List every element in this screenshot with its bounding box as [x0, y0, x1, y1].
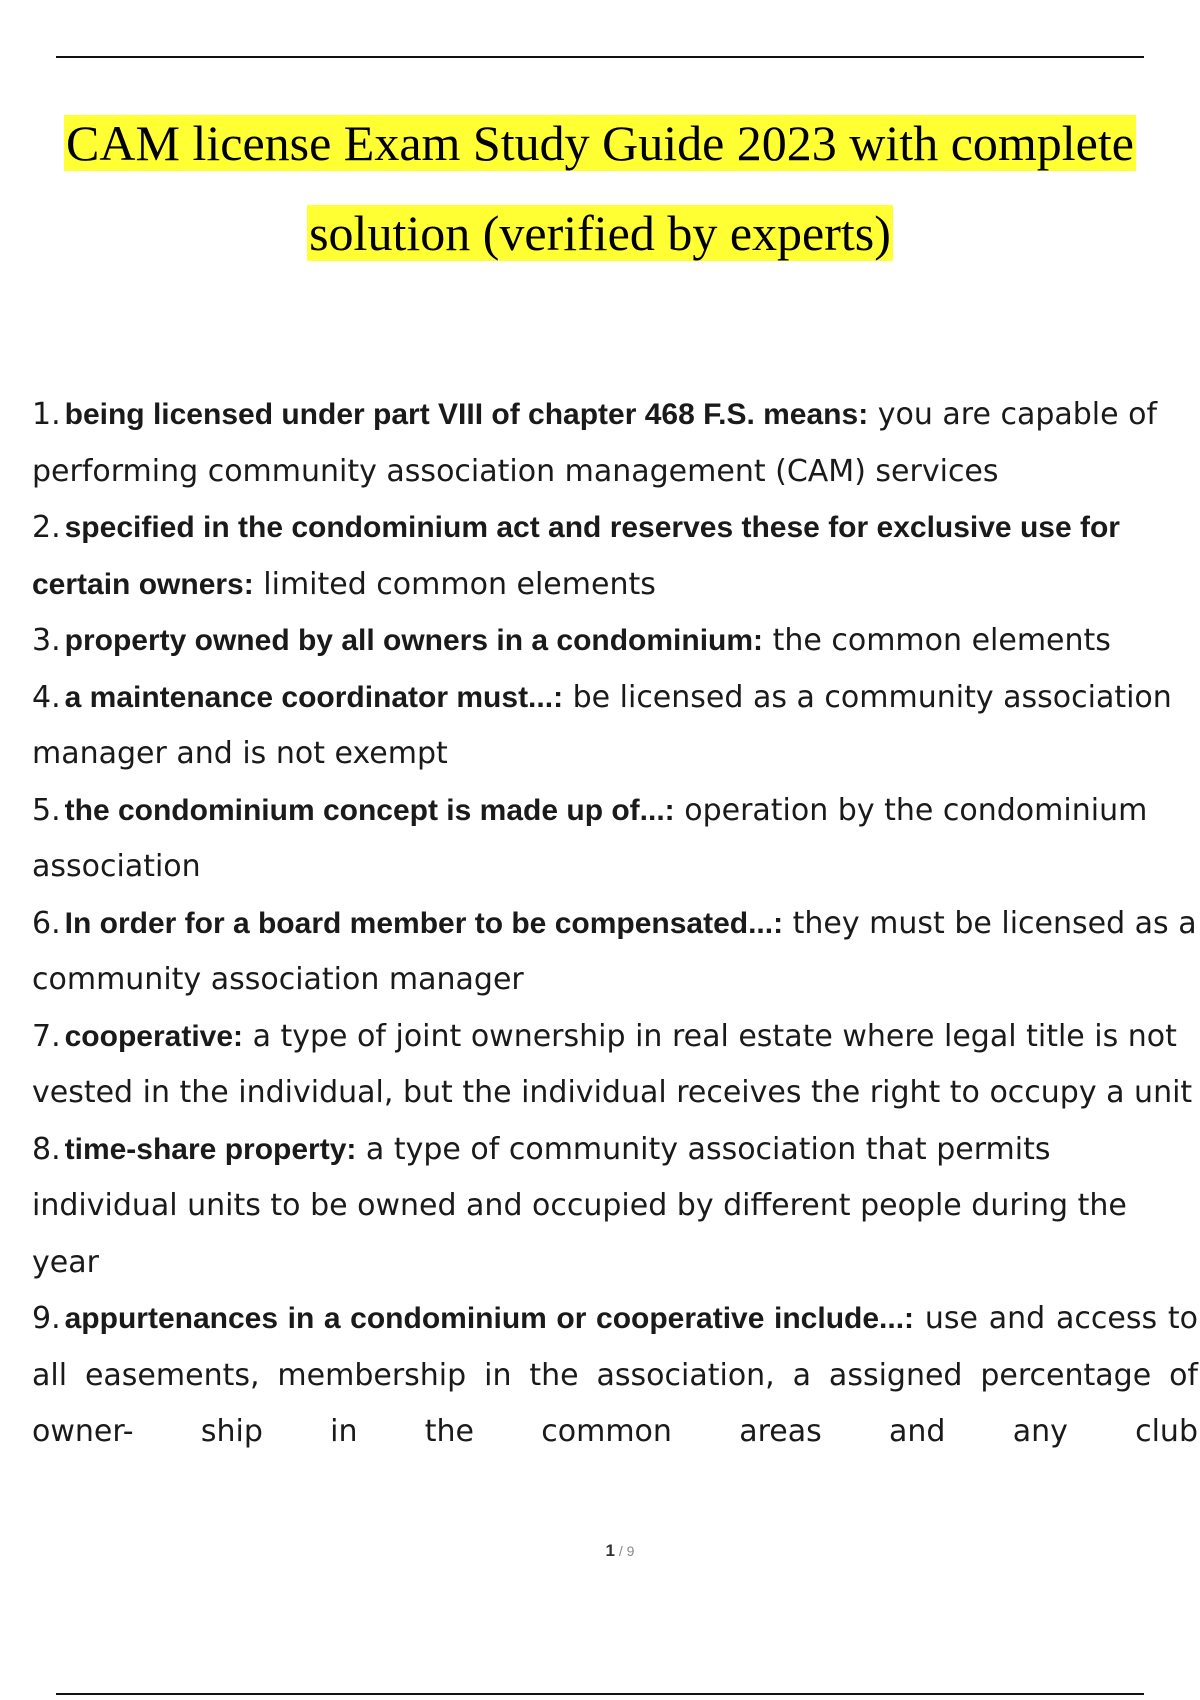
page-separator: /: [615, 1543, 627, 1559]
qa-item-2: [32, 500, 1198, 613]
item-question: a maintenance coordinator must...:: [64, 680, 564, 714]
item-question: In order for a board member to be compensated...:: [64, 906, 784, 940]
item-number: 4.: [32, 679, 61, 715]
item-number: 2.: [32, 510, 61, 545]
item-number: 1.: [32, 397, 61, 432]
item-answer: the common elements: [772, 623, 1111, 658]
qa-item-4: [32, 670, 1198, 783]
item-question: appurtenances in a condominium or cooperative include...:: [64, 1302, 915, 1335]
item-answer: a type of community association that permits individual units to be owned and occupied by different people during the year: [32, 1131, 1127, 1280]
item-number: 5.: [32, 792, 61, 828]
item-question: specified in the condominium act and reserves these for exclusive use for certain owners:: [32, 511, 1120, 601]
page-current: 1: [605, 1541, 615, 1560]
bottom-rule: [56, 1693, 1144, 1695]
item-question: time-share property:: [64, 1132, 357, 1166]
item-number: 3.: [32, 623, 61, 658]
page-indicator: [0, 1541, 1200, 1561]
qa-item-6: [32, 896, 1198, 1009]
item-question: cooperative:: [64, 1019, 244, 1053]
qa-item-3: [32, 613, 1198, 670]
qa-item-8: [32, 1122, 1198, 1292]
qa-item-7: [32, 1009, 1198, 1122]
qa-item-9: [32, 1291, 1198, 1461]
item-number: 9.: [32, 1301, 61, 1336]
document-title: [0, 98, 1200, 278]
item-number: 7.: [32, 1018, 61, 1054]
item-answer: operation by the condominium association: [32, 792, 1148, 884]
title-line-2: solution (verified by experts): [309, 205, 891, 261]
item-question: the condominium concept is made up of...:: [64, 793, 675, 827]
title-line-1: CAM license Exam Study Guide 2023 with complete: [66, 115, 1134, 171]
item-answer: limited common elements: [263, 566, 656, 602]
item-answer: you are capable of performing community association management (CAM) services: [32, 397, 1158, 489]
item-question: property owned by all owners in a condominium:: [64, 624, 764, 657]
item-number: 8.: [32, 1131, 61, 1167]
item-answer: use and access to all easements, membership in the association, a assigned percentage of owner- ship in the common areas and any club: [32, 1301, 1198, 1449]
item-question: being licensed under part VIII of chapter 468 F.S. means:: [64, 398, 869, 431]
qa-item-1: [32, 387, 1198, 500]
top-rule: [56, 56, 1144, 58]
qa-item-5: [32, 783, 1198, 896]
item-answer: they must be licensed as a community association manager: [32, 905, 1197, 997]
qa-list: [32, 387, 1198, 1461]
item-number: 6.: [32, 905, 61, 941]
item-answer: be licensed as a community association manager and is not exempt: [32, 679, 1172, 771]
page-total: 9: [626, 1543, 635, 1559]
item-answer: a type of joint ownership in real estate where legal title is not vested in the individual, but the individual receives the right to occupy a unit: [32, 1018, 1193, 1110]
